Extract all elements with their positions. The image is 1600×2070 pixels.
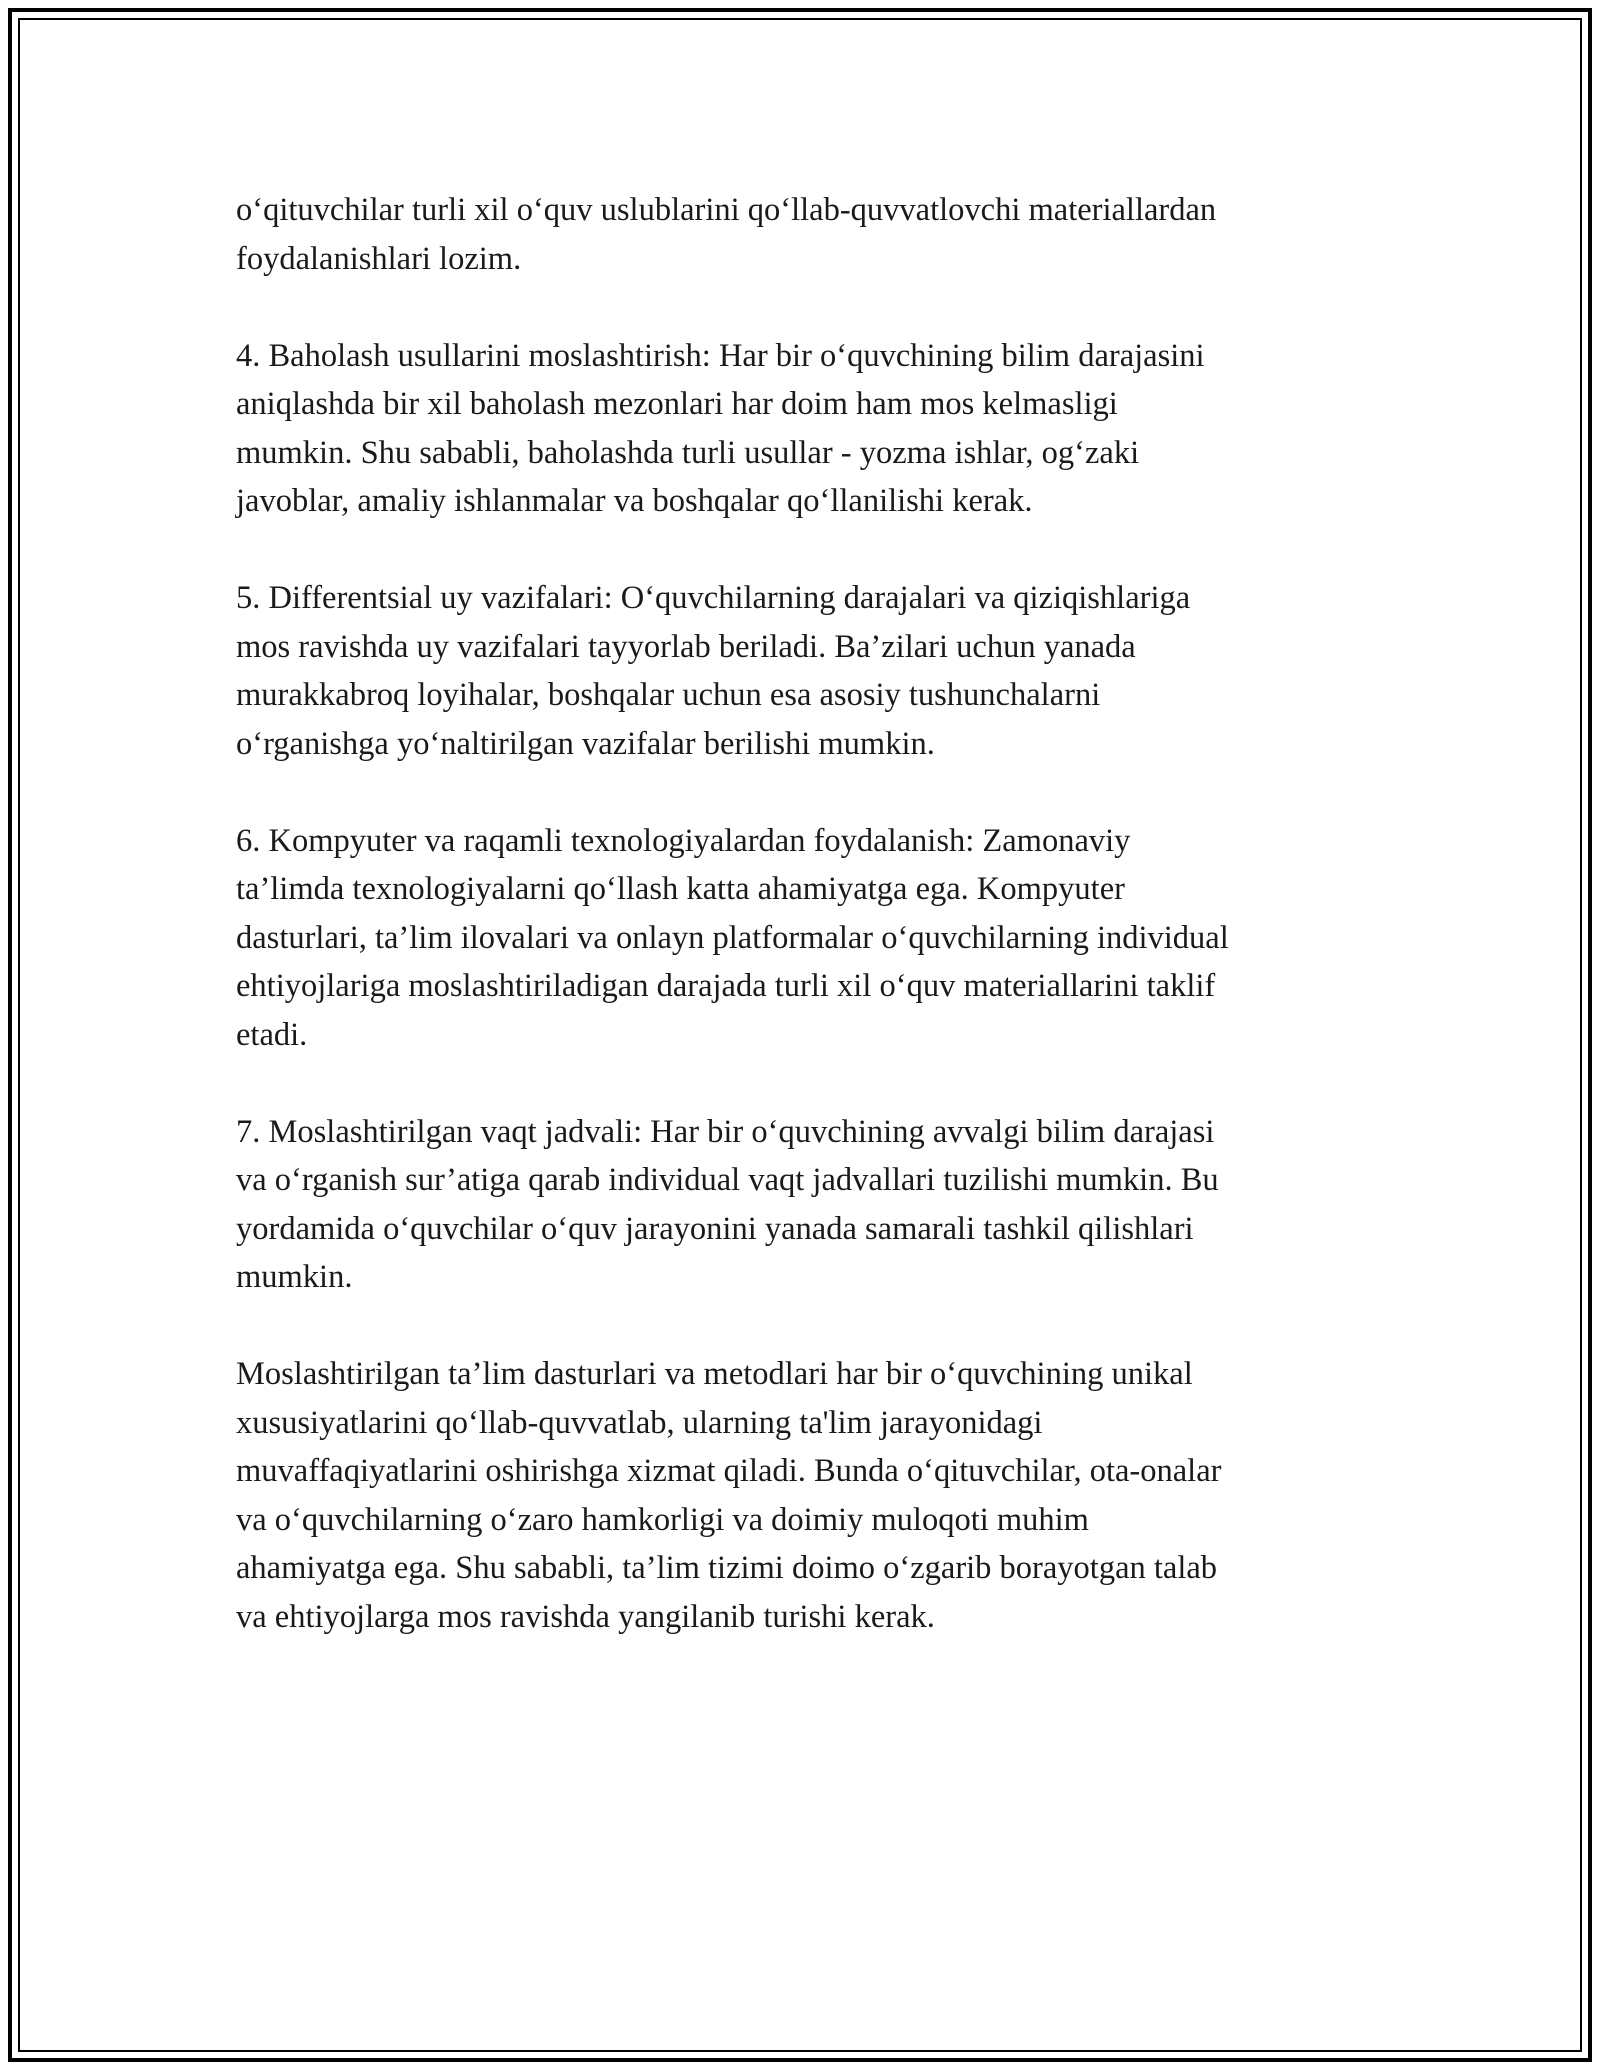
text-line: 7. Moslashtirilgan vaqt jadvali: Har bir o‘quvchining avvalgi bilim darajasi xyxy=(236,1113,1215,1150)
paragraph-item-7 xyxy=(236,1108,1366,1302)
text-line: etadi. xyxy=(236,1016,308,1053)
text-line: aniqlashda bir xil baholash mezonlari har doim ham mos kelmasligi xyxy=(236,386,1118,422)
text-line: va ehtiyojlarga mos ravishda yangilanib turishi kerak. xyxy=(236,1598,935,1635)
text-line: xususiyatlarini qo‘llab-quvvatlab, ularning ta'lim jarayonidagi xyxy=(236,1404,1043,1441)
text-line: foydalanishlari lozim. xyxy=(236,240,522,277)
text-line: va o‘quvchilarning o‘zaro hamkorligi va doimiy muloqoti muhim xyxy=(236,1501,1089,1538)
text-line: ehtiyojlariga moslashtiriladigan darajada turli xil o‘quv materiallarini taklif xyxy=(236,968,1216,1004)
paragraph-conclusion xyxy=(236,1350,1366,1641)
text-line: ta’limda texnologiyalarni qo‘llash katta ahamiyatga ega. Kompyuter xyxy=(236,871,1125,907)
text-line: yordamida o‘quvchilar o‘quv jarayonini yanada samarali tashkil qilishlari xyxy=(236,1210,1194,1247)
text-line: mumkin. xyxy=(236,1259,353,1295)
text-line: mumkin. Shu sababli, baholashda turli usullar - yozma ishlar, og‘zaki xyxy=(236,434,1140,471)
text-line: murakkabroq loyihalar, boshqalar uchun esa asosiy tushunchalarni xyxy=(236,677,1101,713)
text-line: ahamiyatga ega. Shu sababli, ta’lim tizimi doimo o‘zgarib borayotgan talab xyxy=(236,1550,1218,1586)
paragraph-item-5 xyxy=(236,574,1366,768)
text-line: muvaffaqiyatlarini oshirishga xizmat qiladi. Bunda o‘qituvchilar, ota-onalar xyxy=(236,1453,1222,1489)
text-line: mos ravishda uy vazifalari tayyorlab beriladi. Ba’zilari uchun yanada xyxy=(236,628,1136,665)
document-body xyxy=(236,186,1366,1690)
text-line: o‘qituvchilar turli xil o‘quv uslublarini qo‘llab-quvvatlovchi materiallardan xyxy=(236,192,1217,228)
paragraph-item-6 xyxy=(236,817,1366,1060)
text-line: o‘rganishga yo‘naltirilgan vazifalar berilishi mumkin. xyxy=(236,725,935,762)
text-line: dasturlari, ta’lim ilovalari va onlayn platformalar o‘quvchilarning individual xyxy=(236,919,1229,956)
paragraph-continuation xyxy=(236,186,1366,283)
paragraph-item-4 xyxy=(236,332,1366,526)
text-line: javoblar, amaliy ishlanmalar va boshqalar qo‘llanilishi kerak. xyxy=(236,483,1033,519)
text-line: 5. Differentsial uy vazifalari: O‘quvchilarning darajalari va qiziqishlariga xyxy=(236,580,1191,616)
text-line: va o‘rganish sur’atiga qarab individual vaqt jadvallari tuzilishi mumkin. Bu xyxy=(236,1162,1219,1198)
text-line: 4. Baholash usullarini moslashtirish: Har bir o‘quvchining bilim darajasini xyxy=(236,337,1205,374)
text-line: Moslashtirilgan ta’lim dasturlari va metodlari har bir o‘quvchining unikal xyxy=(236,1356,1193,1392)
text-line: 6. Kompyuter va raqamli texnologiyalardan foydalanish: Zamonaviy xyxy=(236,822,1131,859)
